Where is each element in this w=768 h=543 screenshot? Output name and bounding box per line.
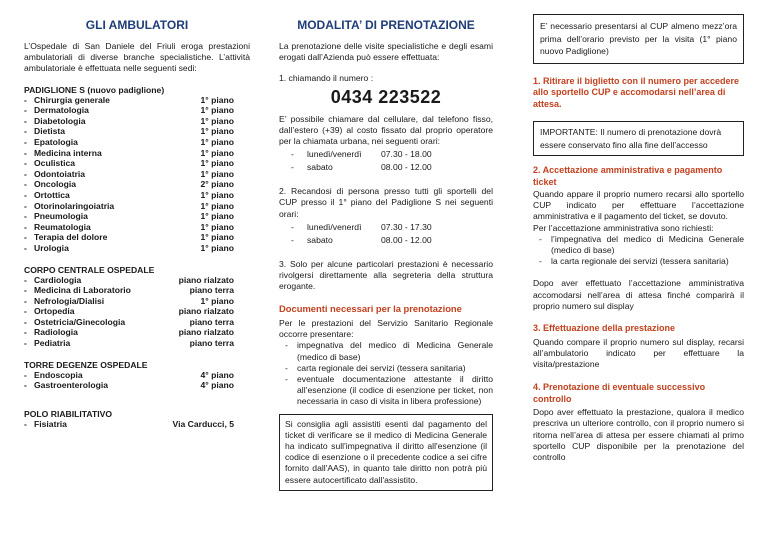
hours: 07.30 - 17.30 [381, 221, 432, 232]
phone-number: 0434 223522 [330, 86, 442, 107]
ambulatorio-name: Gastroenterologia [34, 380, 109, 391]
bullet-dash: - [24, 105, 27, 116]
group-corpo-centrale [24, 265, 250, 349]
bullet-dash: - [24, 369, 27, 380]
ambulatorio-name: Ostetricia/Ginecologia [34, 316, 126, 327]
bullet-dash: - [24, 158, 27, 169]
ambulatorio-row [24, 370, 234, 381]
ambulatorio-name: Endoscopia [34, 369, 83, 380]
ambulatorio-name: Fisiatria [34, 418, 67, 429]
docs-intro: Per le prestazioni del Servizio Sanitario Regionale occorre presentare: [279, 317, 493, 340]
ambulatorio-floor: piano terra [189, 285, 234, 296]
ambulatorio-name: Medicina interna [34, 147, 102, 158]
ambulatorio-row [24, 116, 234, 127]
ambulatorio-floor: 1° piano [200, 105, 234, 116]
ambulatorio-floor: piano rialzato [178, 306, 234, 317]
ambulatorio-floor: 1° piano [200, 136, 234, 147]
important-notice-box [533, 121, 744, 156]
ambulatorio-row [24, 95, 234, 106]
group-title: CORPO CENTRALE OSPEDALE [24, 264, 155, 275]
step4-text: Dopo aver effettuato la prestazione, qualora il medico prescriva un ulteriore controllo, con il proprio numero si ritorna nell’area di attesa per essere chiamati al primo sportello CUP disponibile per la prenotazione del controllo [533, 407, 744, 462]
group-list [24, 419, 234, 430]
ambulatorio-row [24, 419, 234, 430]
bullet-dash: - [24, 232, 27, 243]
bullet-dash: - [24, 189, 27, 200]
ambulatorio-row [24, 232, 234, 243]
docs-item: - eventuale documentazione attestante il diritto all’esenzione (il codice di esenzione per ticket, non necessaria in caso di visita in libera professione) [279, 374, 493, 408]
hours: 08.00 - 12.00 [381, 162, 432, 173]
ambulatori-title: GLI AMBULATORI [85, 18, 189, 32]
ambulatorio-name: Nefrologia/Dialisi [34, 295, 105, 306]
ambulatorio-row [24, 285, 234, 296]
ambulatorio-row [24, 105, 234, 116]
ambulatorio-row [24, 201, 234, 212]
ambulatorio-row [24, 148, 234, 159]
group-list [24, 275, 234, 349]
ambulatorio-row [24, 190, 234, 201]
ambulatorio-name: Ortottica [34, 189, 70, 200]
arrival-notice-text: E’ necessario presentarsi al CUP almeno mezz’ora prima dell’orario previsto per la visita (1° piano nuovo Padiglione) [540, 21, 737, 56]
hours: 07.30 - 18.00 [381, 149, 432, 160]
mobile-text: E’ possibile chiamare dal cellulare, dal telefono fisso, dall’estero (+39) al costo fissato dal proprio operatore per la chiamata urbana, nei seguenti orari: [279, 113, 493, 147]
step2-title: 2. Accettazione amministrativa e pagamento ticket [533, 165, 723, 187]
esenzione-notice-text: Si consiglia agli assistiti esenti dal pagamento del ticket di verificare se il medico di Medicina Generale ha indicato sull'impegnativa il diritto all'esenzione (il codice di esenzione o il precedente codice a sei cifre fornito dall'AAS), in quanto tale diritto non potrà più essere autocertificato dall'assistito. [285, 418, 487, 485]
step3-text: Quando compare il proprio numero sul display, recarsi all’ambulatorio indicato per effettuare la visita/prestazione [533, 336, 744, 369]
prenotazione-intro: La prenotazione delle visite specialistiche e degli esami erogati dall’Azienda può essere effettuata: [279, 41, 493, 63]
hours-row: - lunedì/venerdì 07.30 - 17.30 [291, 221, 432, 232]
day: lunedì/venerdì [307, 221, 362, 232]
ambulatorio-row [24, 243, 234, 254]
bullet-dash: - [24, 200, 27, 211]
day: sabato [307, 234, 333, 245]
ambulatorio-row [24, 296, 234, 307]
step3-text: 3. Solo per alcune particolari prestazioni è necessario rivolgersi direttamente alla segreteria della struttura erogante. [279, 258, 493, 292]
step2-text: 2. Recandosi di persona presso tutti gli sportelli del CUP presso il 1° piano del Padiglione S nei seguenti orari: [279, 186, 493, 219]
ambulatorio-name: Urologia [34, 242, 69, 253]
ambulatorio-row [24, 158, 234, 169]
step2-req-intro: Per l’accettazione amministrativa sono richiesti: [533, 222, 714, 233]
ambulatorio-row [24, 169, 234, 180]
bullet-dash: - [24, 136, 27, 147]
bullet-dash: - [24, 418, 27, 429]
ambulatorio-row [24, 211, 234, 222]
ambulatorio-floor: 1° piano [200, 126, 234, 137]
hours-row: - lunedì/venerdì 07.30 - 18.00 [291, 149, 432, 160]
important-notice-text: IMPORTANTE: Il numero di prenotazione dovrà essere conservato fino alla fine dell’accesso [540, 127, 722, 150]
ambulatorio-name: Otorinolaringoiatria [34, 200, 115, 211]
hours-row: - sabato 08.00 - 12.00 [291, 162, 432, 173]
ambulatorio-row [24, 222, 234, 233]
step2-req-item: - la carta regionale dei servizi (tessera sanitaria) [533, 256, 744, 267]
ambulatorio-name: Pneumologia [34, 211, 88, 222]
ambulatorio-floor: Via Carducci, 5 [172, 418, 234, 429]
bullet-dash: - [24, 126, 27, 137]
bullet-dash: - [24, 168, 27, 179]
group-polo-riabilitativo [24, 409, 250, 430]
ambulatorio-floor: 1° piano [200, 211, 234, 222]
step4-title: 4. Prenotazione di eventuale successivo controllo [533, 382, 706, 404]
ambulatorio-name: Radiologia [34, 327, 78, 338]
ambulatorio-row [24, 380, 234, 391]
ambulatorio-row [24, 306, 234, 317]
group-padiglione-s [24, 85, 250, 254]
ambulatorio-row [24, 126, 234, 137]
esenzione-notice-box [279, 414, 493, 491]
step2-text: Quando appare il proprio numero recarsi allo sportello CUP indicato per effettuare l’accettazione amministrativa e il pagamento del ticket, se dovuto. [533, 189, 744, 222]
bullet-dash: - [24, 274, 27, 285]
bullet-dash: - [24, 147, 27, 158]
ambulatorio-floor: 1° piano [200, 115, 234, 126]
ambulatorio-name: Medicina di Laboratorio [34, 285, 131, 296]
ambulatorio-name: Diabetologia [34, 115, 86, 126]
ambulatorio-name: Ortopedia [34, 306, 75, 317]
ambulatorio-row [24, 317, 234, 328]
ambulatorio-row [24, 137, 234, 148]
ambulatorio-floor: piano terra [189, 338, 234, 349]
ambulatorio-floor: 1° piano [200, 200, 234, 211]
ambulatorio-name: Epatologia [34, 136, 78, 147]
prenotazione-title: MODALITA’ DI PRENOTAZIONE [297, 18, 475, 32]
group-torre-degenze [24, 360, 250, 391]
ambulatorio-name: Oculistica [34, 158, 76, 169]
hours: 08.00 - 12.00 [381, 234, 432, 245]
hours-row: - sabato 08.00 - 12.00 [291, 234, 432, 245]
ambulatorio-floor: 1° piano [200, 147, 234, 158]
step2-req-item: - l’impegnativa del medico di Medicina Generale (medico di base) [533, 234, 744, 256]
bullet-dash: - [24, 242, 27, 253]
ambulatorio-name: Oncologia [34, 179, 77, 190]
column-accesso [533, 0, 744, 543]
column-prenotazione [279, 0, 493, 543]
group-title: TORRE DEGENZE OSPEDALE [24, 359, 148, 370]
ambulatorio-row [24, 327, 234, 338]
ambulatorio-floor: 1° piano [200, 189, 234, 200]
ambulatorio-floor: 1° piano [200, 295, 234, 306]
ambulatorio-floor: 4° piano [200, 369, 234, 380]
ambulatorio-floor: piano rialzato [178, 327, 234, 338]
ambulatorio-name: Odontoiatria [34, 168, 86, 179]
ambulatorio-name: Pediatria [34, 338, 71, 349]
ambulatorio-floor: piano terra [189, 316, 234, 327]
ambulatorio-floor: 4° piano [200, 380, 234, 391]
ambulatorio-floor: 1° piano [200, 158, 234, 169]
bullet-dash: - [24, 306, 27, 317]
group-list [24, 95, 234, 254]
ambulatorio-floor: 1° piano [200, 94, 234, 105]
ambulatorio-floor: 2° piano [200, 179, 234, 190]
ambulatorio-floor: 1° piano [200, 168, 234, 179]
arrival-notice-box [533, 14, 744, 64]
docs-item: - impegnativa del medico di Medicina Generale (medico di base) [279, 340, 493, 362]
step1-title: 1. Ritirare il biglietto con il numero per accedere allo sportello CUP e accomodarsi nell’area di attesa. [533, 75, 740, 109]
bullet-dash: - [24, 338, 27, 349]
ambulatorio-row [24, 338, 234, 349]
ambulatorio-name: Terapia del dolore [34, 232, 108, 243]
bullet-dash: - [24, 327, 27, 338]
step1-text: 1. chiamando il numero : [279, 73, 374, 84]
bullet-dash: - [24, 94, 27, 105]
bullet-dash: - [24, 179, 27, 190]
ambulatorio-row [24, 179, 234, 190]
ambulatorio-row [24, 275, 234, 286]
bullet-dash: - [24, 380, 27, 391]
day: lunedì/venerdì [307, 149, 362, 160]
bullet-dash: - [24, 115, 27, 126]
ambulatorio-floor: 1° piano [200, 232, 234, 243]
ambulatorio-name: Cardiologia [34, 274, 82, 285]
group-title: PADIGLIONE S (nuovo padiglione) [24, 84, 165, 95]
ambulatorio-name: Dermatologia [34, 105, 89, 116]
ambulatorio-floor: piano rialzato [178, 274, 234, 285]
bullet-dash: - [24, 285, 27, 296]
bullet-dash: - [24, 221, 27, 232]
step3-title: 3. Effettuazione della prestazione [533, 323, 676, 334]
phone-hours [289, 147, 434, 175]
bullet-dash: - [24, 316, 27, 327]
docs-title: Documenti necessari per la prenotazione [279, 303, 462, 315]
ambulatorio-floor: 1° piano [200, 221, 234, 232]
ambulatori-intro: L’Ospedale di San Daniele del Friuli eroga prestazioni ambulatoriali di diverse branche specialistiche. L’attività ambulatoriale è effettuata nelle seguenti sedi: [24, 41, 250, 74]
day: sabato [307, 162, 333, 173]
step2-after-text: Dopo aver effettuato l’accettazione amministrativa accomodarsi nell’area di attesa finché comparirà il proprio numero sul display [533, 278, 744, 311]
cup-hours [289, 220, 434, 248]
ambulatorio-name: Dietista [34, 126, 66, 137]
group-list [24, 370, 234, 391]
docs-item: - carta regionale dei servizi (tessera sanitaria) [279, 363, 493, 374]
group-title: POLO RIABILITATIVO [24, 408, 113, 419]
column-ambulatori [24, 0, 250, 543]
ambulatorio-floor: 1° piano [200, 242, 234, 253]
ambulatorio-name: Chirurgia generale [34, 94, 110, 105]
bullet-dash: - [24, 211, 27, 222]
ambulatorio-name: Reumatologia [34, 221, 91, 232]
bullet-dash: - [24, 295, 27, 306]
